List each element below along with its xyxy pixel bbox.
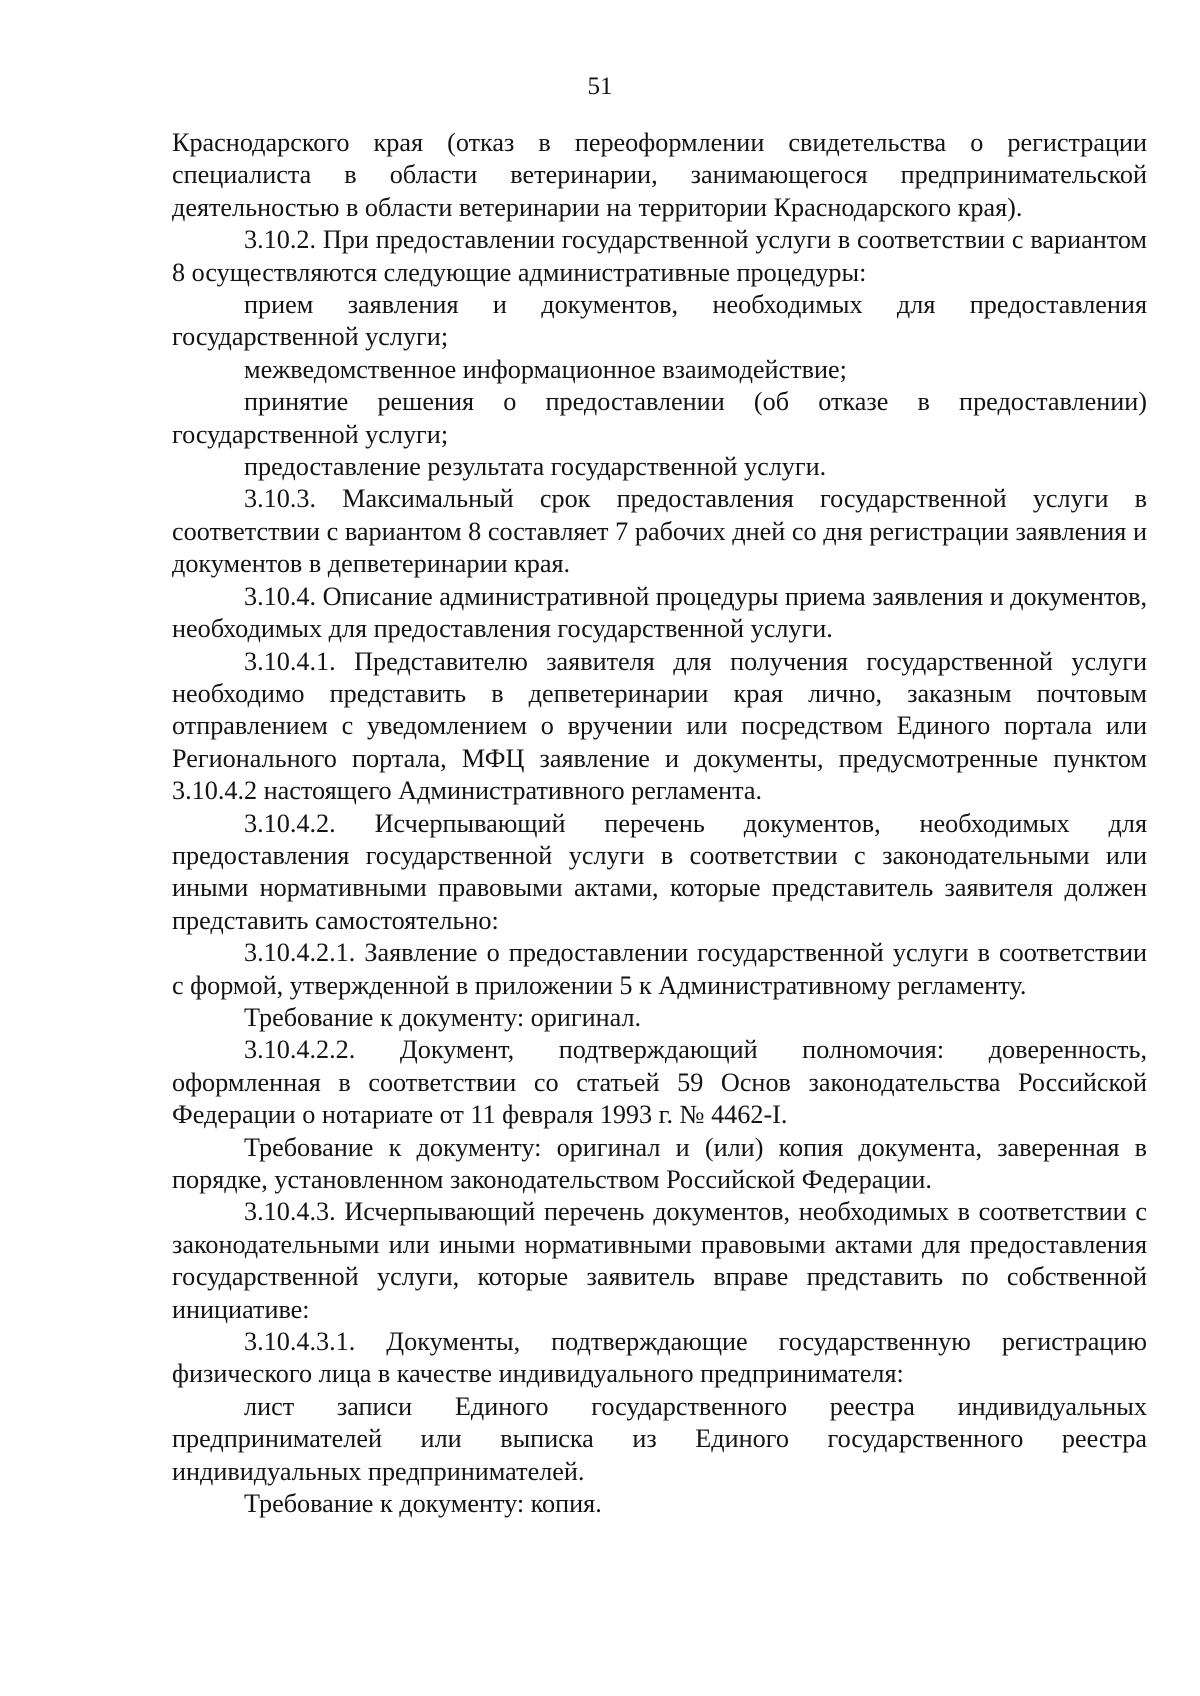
paragraph: 3.10.2. При предоставлении государственной услуги в соответствии с вариантом 8 осуществляются следующие административные процедуры: <box>172 225 1147 287</box>
paragraph: Требование к документу: копия. <box>244 1489 602 1519</box>
document-body <box>172 127 1147 1520</box>
paragraph: 3.10.4.2. Исчерпывающий перечень документов, необходимых для предоставления государственной услуги в соответствии с законодательными или иными нормативными правовыми актами, которые представитель заявителя должен представить самостоятельно: <box>172 808 1147 935</box>
paragraph: 3.10.4.2.2. Документ, подтверждающий полномочия: доверенность, оформленная в соответствии со статьей 59 Основ законодательства Российской Федерации о нотариате от 11 февраля 1993 г. № 4462-I. <box>172 1035 1147 1130</box>
paragraph: межведомственное информационное взаимодействие; <box>244 354 847 384</box>
paragraph: 3.10.3. Максимальный срок предоставления государственной услуги в соответствии с вариантом 8 составляет 7 рабочих дней со дня регистрации заявления и документов в депветеринарии края. <box>172 484 1147 579</box>
paragraph: прием заявления и документов, необходимых для предоставления государственной услуги; <box>172 290 1147 352</box>
paragraph: Краснодарского края (отказ в переоформлении свидетельства о регистрации специалиста в области ветеринарии, занимающегося предпринимательской деятельностью в области ветеринарии на территории Краснодарского края). <box>172 128 1147 222</box>
paragraph: 3.10.4.3. Исчерпывающий перечень документов, необходимых в соответствии с законодательными или иными нормативными правовыми актами для предоставления государственной услуги, которые заявитель вправе представить по собственной инициативе: <box>172 1197 1147 1324</box>
paragraph: 3.10.4. Описание административной процедуры приема заявления и документов, необходимых для предоставления государственной услуги. <box>172 581 1147 644</box>
paragraph: Требование к документу: оригинал и (или) копия документа, заверенная в порядке, установленном законодательством Российской Федерации. <box>172 1132 1147 1194</box>
paragraph: предоставление результата государственной услуги. <box>244 452 827 482</box>
paragraph: 3.10.4.3.1. Документы, подтверждающие государственную регистрацию физического лица в качестве индивидуального предпринимателя: <box>172 1327 1147 1389</box>
paragraph: Требование к документу: оригинал. <box>244 1002 642 1032</box>
paragraph: лист записи Единого государственного реестра индивидуальных предпринимателей или выписка из Единого государственного реестра индивидуальных предпринимателей. <box>172 1391 1147 1486</box>
page-number: 51 <box>587 73 613 100</box>
paragraph: 3.10.4.1. Представителю заявителя для получения государственной услуги необходимо представить в депветеринарии края лично, заказным почтовым отправлением с уведомлением о вручении или посредством Единого портала или Регионального портала, МФЦ заявление и документы, предусмотренные пунктом 3.10.4.2 настоящего Административного регламента. <box>172 646 1147 806</box>
paragraph: принятие решения о предоставлении (об отказе в предоставлении) государственной услуги; <box>172 387 1147 449</box>
paragraph: 3.10.4.2.1. Заявление о предоставлении государственной услуги в соответствии с формой, утвержденной в приложении 5 к Административному регламенту. <box>172 938 1147 1000</box>
